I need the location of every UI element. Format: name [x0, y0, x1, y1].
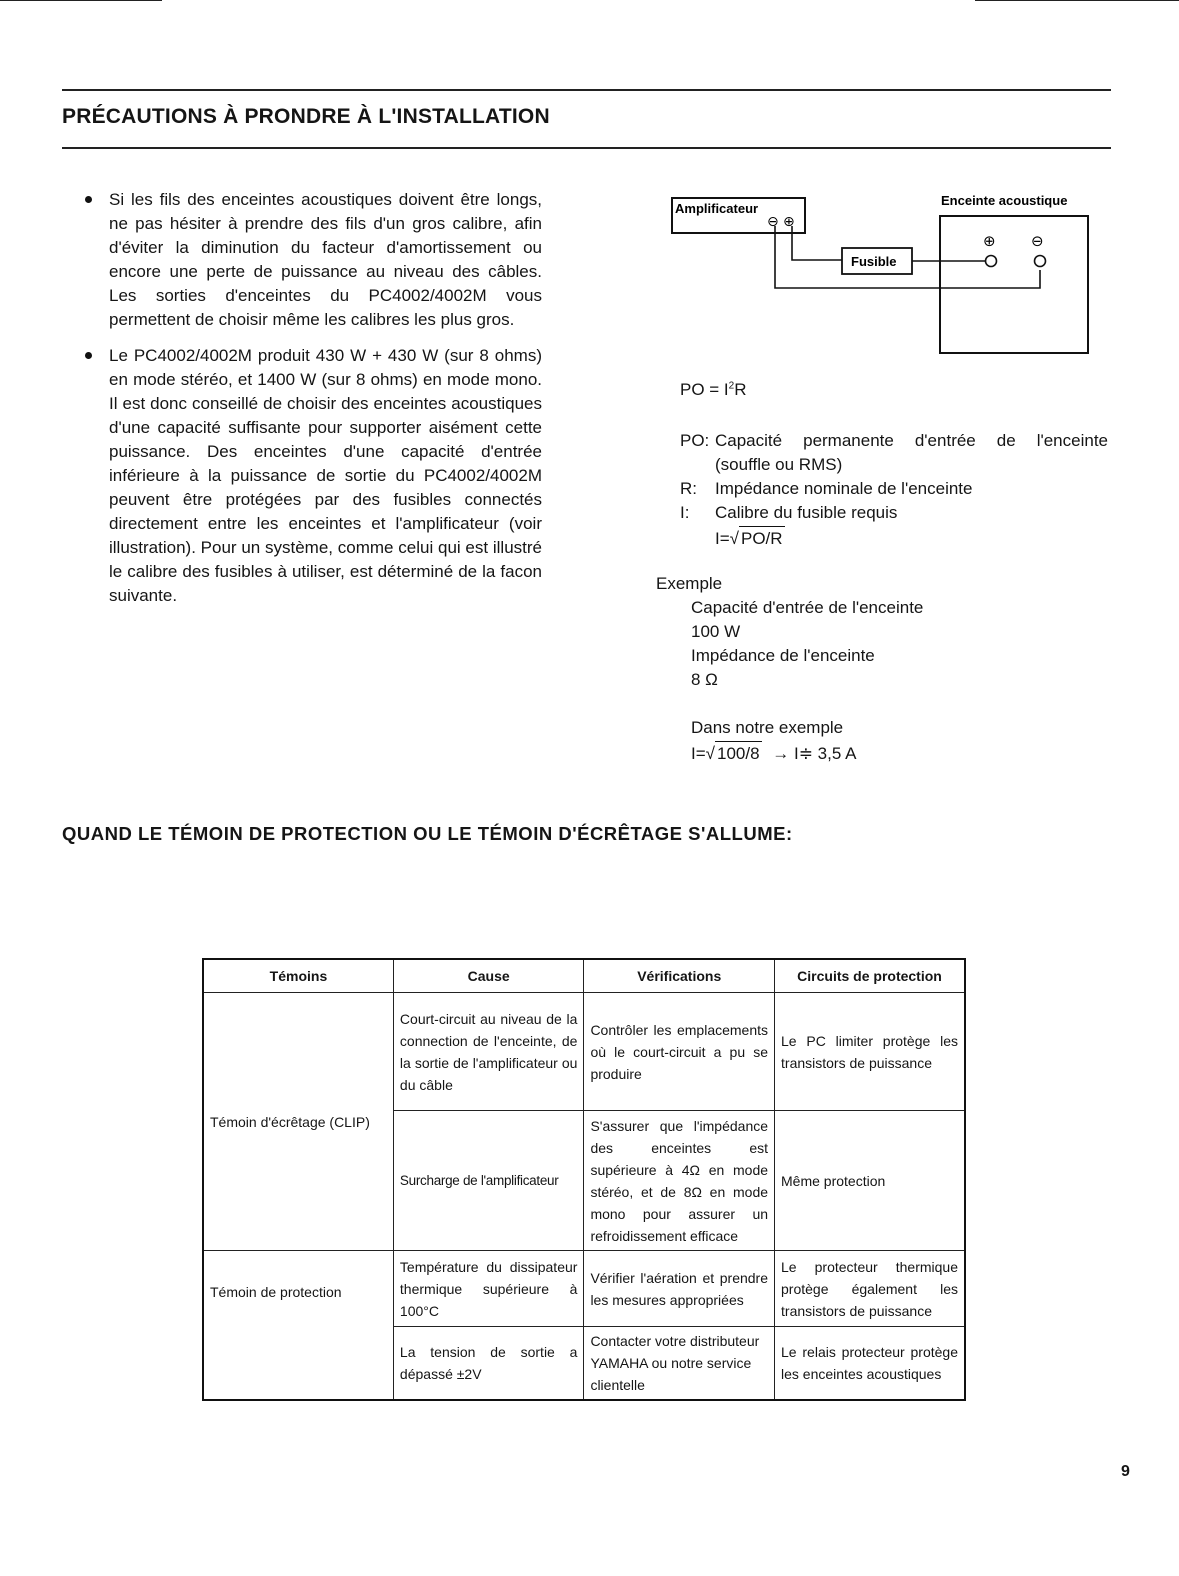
section-title-indicators: QUAND LE TÉMOIN DE PROTECTION OU LE TÉMOIN D'ÉCRÊTAGE S'ALLUME: [62, 823, 793, 844]
definition-key: R: [680, 479, 697, 498]
table-header-cell: Vérifications [584, 959, 775, 993]
circuit-cell: Même protection [775, 1111, 965, 1251]
definition-key: I: [680, 503, 690, 522]
protection-table [202, 958, 966, 1401]
table-row [203, 1251, 965, 1327]
calc-prefix: I=√ [691, 744, 715, 763]
cause-cell: Court-circuit au niveau de la connection de l'enceinte, de la sortie de l'amplificateur ou du câble [393, 993, 584, 1111]
formula-lhs: PO = I [680, 380, 729, 399]
cause-cell: La tension de sortie a dépassé ±2V [393, 1327, 584, 1401]
definition-r [680, 477, 1108, 501]
example-capacity-label: Capacité d'entrée de l'enceinte [691, 598, 924, 617]
amp-minus-terminal-icon: ⊖ [767, 214, 779, 230]
fuse-formula-radicand: PO/R [739, 526, 785, 551]
wire-plus [792, 226, 842, 260]
bullet-list [82, 188, 542, 620]
section-title-installation: PRÉCAUTIONS À PRONDRE À L'INSTALLATION [62, 105, 550, 128]
cause-cell: Surcharge de l'amplificateur [393, 1111, 584, 1251]
definition-i [680, 501, 1108, 549]
calc-radicand: 100/8 [715, 741, 762, 766]
top-edge-rule-right [975, 0, 1179, 1]
power-formula [680, 380, 747, 400]
definition-value-cont: (souffle ou RMS) [715, 455, 843, 474]
header-top-rule [62, 89, 1111, 91]
example-our-example: Dans notre exemple [691, 718, 844, 737]
table-header-cell: Circuits de protection [775, 959, 965, 993]
fuse-label: Fusible [851, 254, 897, 269]
fuse-formula-prefix: I=√ [715, 529, 739, 548]
check-cell: Contrôler les emplacements où le court-circuit a pu se produire [584, 993, 775, 1111]
speaker-box [940, 216, 1088, 353]
top-edge-rule-left [0, 0, 162, 1]
table-header-row [203, 959, 965, 993]
cause-cell: Température du dissipateur thermique supérieure à 100°C [393, 1251, 584, 1327]
bullet-item [82, 344, 542, 608]
indicator-cell: Témoin de protection [203, 1251, 393, 1401]
amplifier-label: Amplificateur [675, 201, 759, 216]
speaker-minus-terminal [1035, 256, 1046, 267]
example-impedance-value: 8 Ω [691, 670, 718, 689]
example-impedance-label: Impédance de l'enceinte [691, 646, 875, 665]
check-cell: S'assurer que l'impédance des enceintes est supérieure à 4Ω en mode stéréo, et de 8Ω en mode mono pour assurer un refroidissement efficace [584, 1111, 775, 1251]
header-bottom-rule [62, 147, 1111, 149]
bullet-item [82, 188, 542, 332]
speaker-minus-terminal-icon: ⊖ [1031, 232, 1044, 250]
speaker-plus-terminal-icon: ⊕ [983, 232, 996, 250]
table-header-cell: Témoins [203, 959, 393, 993]
definition-value: Capacité permanente d'entrée de l'enceinte [715, 431, 1108, 450]
formula-rhs: R [734, 380, 747, 399]
check-cell: Contacter votre distributeur YAMAHA ou notre service clientelle [584, 1327, 775, 1401]
definition-value: Impédance nominale de l'enceinte [715, 479, 973, 498]
formula-exponent: 2 [728, 380, 735, 392]
bullet-dot-icon [85, 352, 92, 359]
speaker-plus-terminal [986, 256, 997, 267]
amp-plus-terminal-icon: ⊕ [783, 214, 795, 230]
definition-key: PO: [680, 431, 710, 450]
bullet-text: Le PC4002/4002M produit 430 W + 430 W (sur 8 ohms) en mode stéréo, et 1400 W (sur 8 ohms) en mode mono. Il est donc conseillé de choisir des enceintes acoustiques d'une capacité suffisante pour supporter aisément cette puissance. Des enceintes d'une capacité d'entrée inférieure à la puissance de sortie du PC4002/4002M peuvent être protégées par des fusibles connectés directement entre les enceintes et l'amplificateur (voir illustration). Pour un système, comme celui qui est illustré le calibre des fusibles à utiliser, est déterminé de la facon suivante. [109, 346, 542, 605]
calc-result: → I≑ 3,5 A [772, 744, 857, 763]
check-cell: Vérifier l'aération et prendre les mesures appropriées [584, 1251, 775, 1327]
speaker-label: Enceinte acoustique [941, 193, 1068, 208]
circuit-cell: Le protecteur thermique protège également les transistors de puissance [775, 1251, 965, 1327]
circuit-cell: Le PC limiter protège les transistors de puissance [775, 993, 965, 1111]
circuit-cell: Le relais protecteur protège les enceintes acoustiques [775, 1327, 965, 1401]
indicator-cell: Témoin d'écrêtage (CLIP) [203, 993, 393, 1251]
bullet-text: Si les fils des enceintes acoustiques doivent être longs, ne pas hésiter à prendre des fils d'un gros calibre, afin d'éviter la diminution du facteur d'amortissement ou encore une perte de puissance au niveau des câbles. Les sorties d'enceintes du PC4002/4002M vous permettent de choisir même les calibres les plus gros. [109, 190, 542, 329]
example-calculation [691, 740, 856, 766]
definition-po [680, 429, 1108, 477]
page-number: 9 [1121, 1463, 1130, 1480]
fuse-formula [715, 525, 1108, 551]
example-heading: Exemple [656, 574, 723, 593]
bullet-dot-icon [85, 196, 92, 203]
wiring-diagram [665, 188, 1105, 363]
table-row [203, 993, 965, 1111]
example-capacity-value: 100 W [691, 622, 741, 641]
definition-value: Calibre du fusible requis [715, 503, 898, 522]
table-header-cell: Cause [393, 959, 584, 993]
